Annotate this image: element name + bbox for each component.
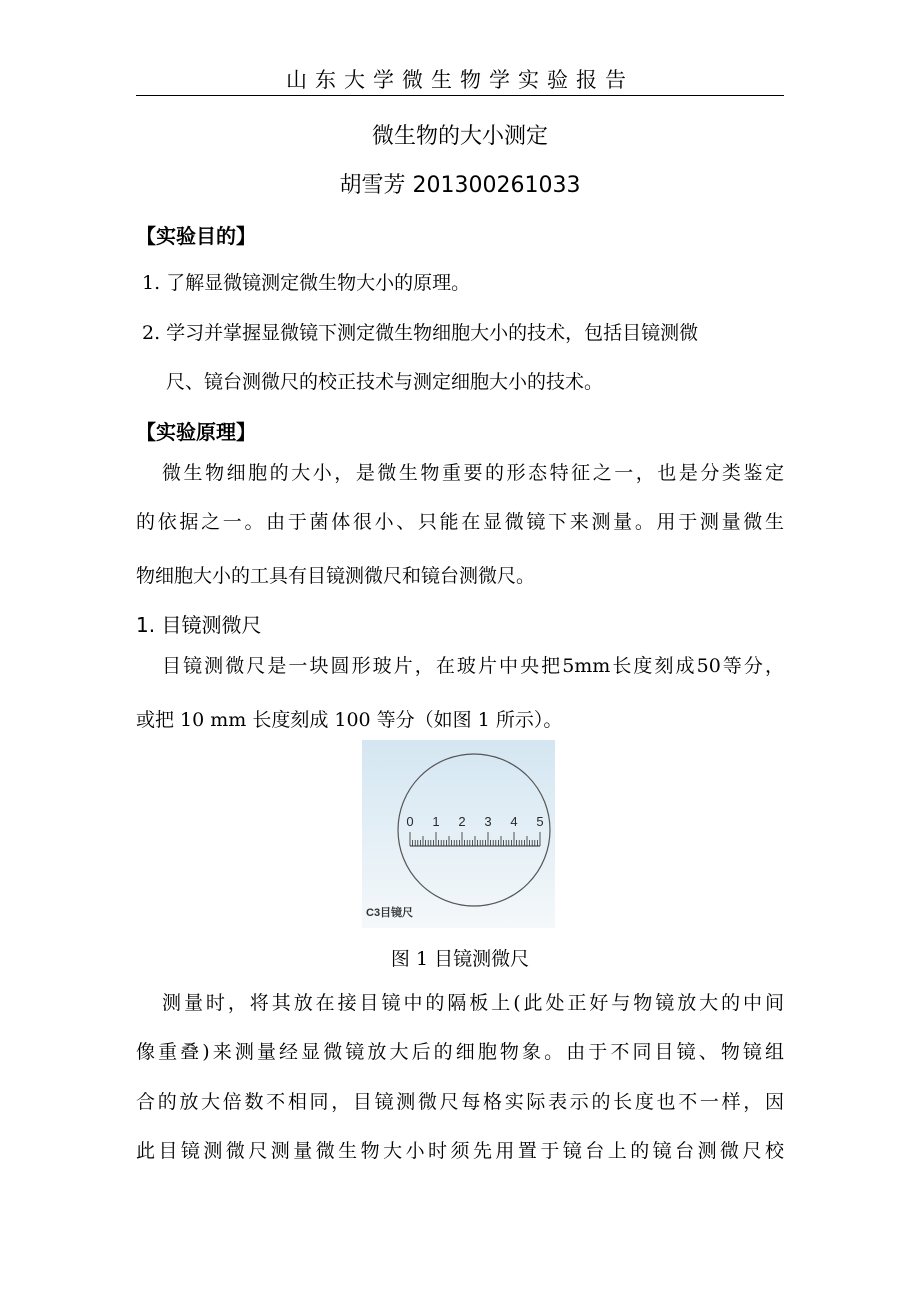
scale-number: 0 <box>406 814 414 829</box>
purpose-item-2: 2. 学习并掌握显微镜下测定微生物细胞大小的技术，包括目镜测微 <box>142 322 699 344</box>
figure-caption: 图 1 目镜测微尺 <box>390 948 530 970</box>
author-line: 胡雪芳 201300261033 <box>339 173 581 198</box>
header-rule <box>136 95 784 96</box>
measurement-line-4: 此目镜测微尺测量微生物大小时须先用置于镜台上的镜台测微尺校 <box>136 1140 784 1162</box>
figure-label: C3目镜尺 <box>366 907 414 919</box>
measurement-line-3: 合的放大倍数不相同，目镜测微尺每格实际表示的长度也不一样，因 <box>136 1091 784 1113</box>
report-header-title: 山东大学微生物学实验报告 <box>286 68 634 92</box>
purpose-item-1: 1. 了解显微镜测定微生物大小的原理。 <box>142 272 471 294</box>
scale-number: 4 <box>510 814 518 829</box>
scale-number: 5 <box>536 814 544 829</box>
eyepiece-micrometer-figure <box>362 740 555 928</box>
eyepiece-line-1: 目镜测微尺是一块圆形玻片，在玻片中央把5mm长度刻成50等分， <box>162 655 784 677</box>
principle-line-2: 的依据之一。由于菌体很小、只能在显微镜下来测量。用于测量微生 <box>136 511 784 533</box>
section-heading-principle: 【实验原理】 <box>136 420 256 444</box>
principle-line-3: 物细胞大小的工具有目镜测微尺和镜台测微尺。 <box>136 565 536 587</box>
purpose-item-2-continuation: 尺、镜台测微尺的校正技术与测定细胞大小的技术。 <box>166 371 604 393</box>
subsection-title-eyepiece-micrometer: 1. 目镜测微尺 <box>136 613 262 637</box>
document-title: 微生物的大小测定 <box>371 124 548 149</box>
figure-background <box>362 740 555 928</box>
micrometer-illustration <box>362 740 555 928</box>
scale-number: 1 <box>432 814 440 829</box>
eyepiece-line-2: 或把 10 mm 长度刻成 100 等分（如图 1 所示）。 <box>136 709 563 731</box>
principle-line-1: 微生物细胞的大小，是微生物重要的形态特征之一，也是分类鉴定 <box>162 462 784 484</box>
scale-number: 2 <box>458 814 466 829</box>
scale-number: 3 <box>484 814 492 829</box>
measurement-line-2: 像重叠)来测量经显微镜放大后的细胞物象。由于不同目镜、物镜组 <box>136 1041 784 1063</box>
measurement-line-1: 测量时，将其放在接目镜中的隔板上(此处正好与物镜放大的中间 <box>162 992 784 1014</box>
section-heading-purpose: 【实验目的】 <box>136 224 256 248</box>
